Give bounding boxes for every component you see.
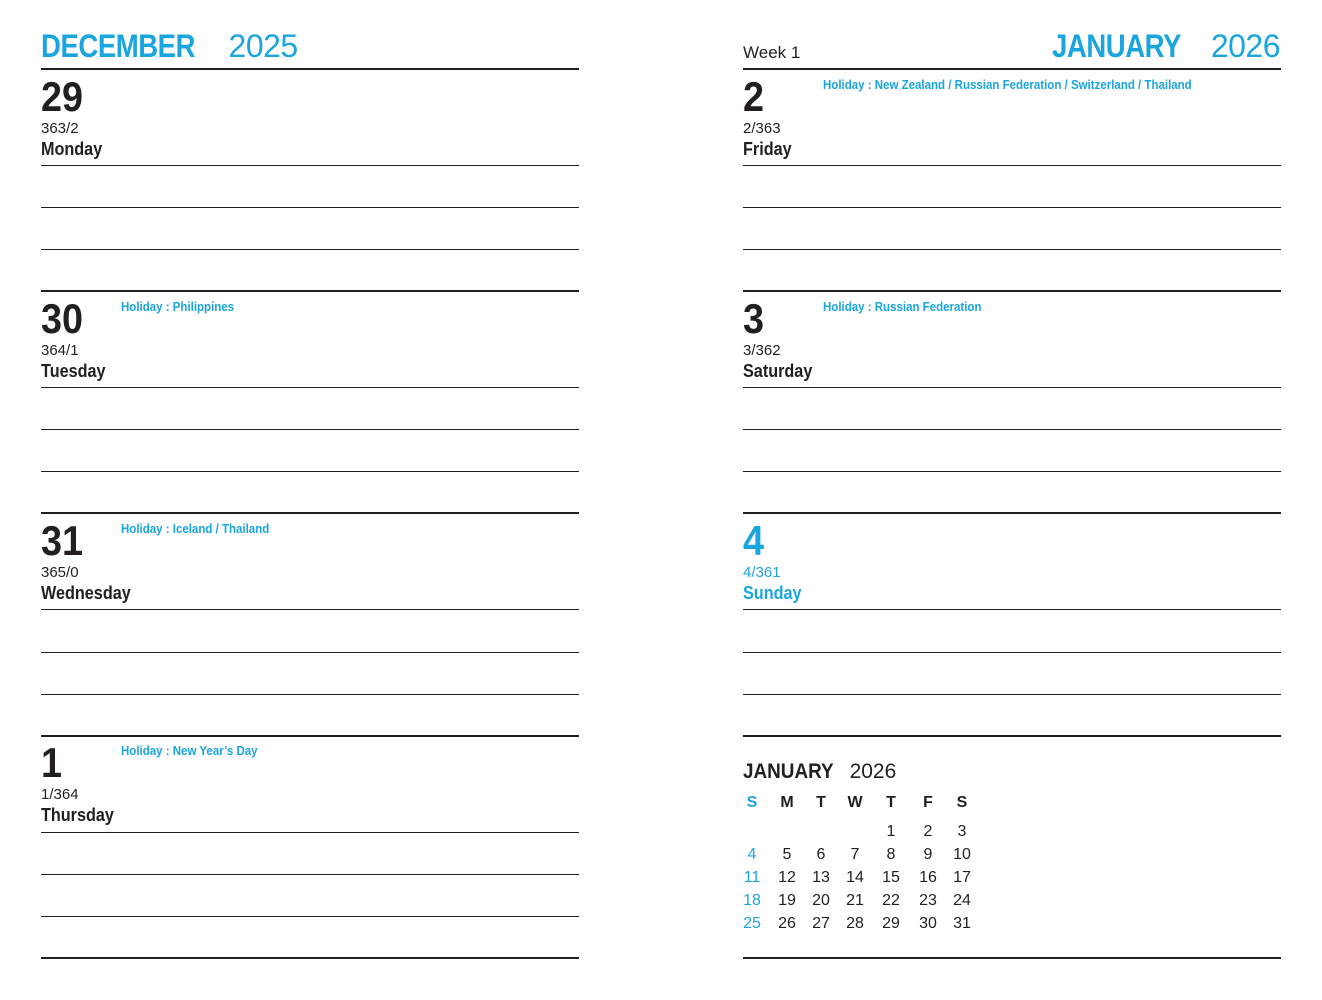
left-month-year: 2025: [228, 28, 298, 64]
mini-calendar-weekday-header: M: [780, 794, 794, 811]
day-block-jan-1: [41, 736, 579, 958]
day-of-year: 2/363: [743, 120, 781, 137]
weekday-name: Thursday: [41, 805, 114, 825]
mini-calendar-date: 3: [957, 823, 967, 840]
mini-calendar-weekday-header: T: [816, 794, 826, 811]
mini-calendar-date: 7: [850, 846, 860, 863]
mini-calendar-date: 19: [778, 892, 796, 909]
mini-calendar-weekday-header: S: [746, 794, 758, 811]
writing-line: [41, 387, 579, 388]
week-label: Week 1: [743, 43, 801, 62]
day-of-year: 364/1: [41, 342, 79, 359]
mini-calendar-date: 1: [886, 823, 896, 840]
writing-line: [743, 429, 1281, 430]
mini-calendar-date: 29: [882, 915, 900, 932]
writing-line: [41, 165, 579, 166]
divider: [743, 957, 1281, 959]
mini-calendar-date: 24: [953, 892, 971, 909]
day-block-jan-2: [743, 70, 1281, 292]
mini-calendar-date: 31: [953, 915, 971, 932]
holiday-note: Holiday : New Zealand / Russian Federation / Switzerland / Thailand: [823, 78, 1192, 92]
mini-calendar-date: 13: [812, 869, 830, 886]
day-of-year: 365/0: [41, 564, 79, 581]
divider: [41, 957, 579, 959]
writing-line: [41, 694, 579, 695]
writing-line: [41, 652, 579, 653]
writing-line: [743, 165, 1281, 166]
mini-calendar-date: 5: [782, 846, 792, 863]
day-block-dec-30: [41, 292, 579, 514]
right-month-year: 2026: [1210, 28, 1280, 64]
mini-calendar-date: 12: [778, 869, 796, 886]
left-month-name: DECEMBER: [41, 28, 196, 64]
left-month-title: [41, 26, 298, 66]
weekday-name: Tuesday: [41, 361, 106, 381]
writing-line: [743, 249, 1281, 250]
mini-calendar-weekday-header: W: [847, 794, 863, 811]
mini-calendar-date: 20: [812, 892, 830, 909]
mini-calendar-date: 23: [919, 892, 937, 909]
writing-line: [41, 429, 579, 430]
day-block-jan-4: [743, 514, 1281, 736]
mini-calendar-date: 21: [846, 892, 864, 909]
holiday-note: Holiday : New Year’s Day: [121, 744, 258, 758]
mini-calendar-weekday-header: F: [923, 794, 933, 811]
day-number: 2: [743, 73, 765, 120]
mini-calendar-date: 25: [743, 915, 761, 932]
weekday-name: Monday: [41, 139, 103, 159]
mini-calendar-year: 2026: [849, 760, 897, 783]
divider: [743, 290, 1281, 292]
writing-line: [743, 207, 1281, 208]
day-number: 31: [41, 517, 84, 564]
holiday-note: Holiday : Philippines: [121, 300, 235, 314]
mini-calendar-date: 6: [816, 846, 826, 863]
mini-calendar-date: 16: [919, 869, 937, 886]
day-number: 29: [41, 73, 84, 120]
mini-calendar-month: JANUARY: [743, 760, 834, 783]
mini-calendar-date: 11: [743, 869, 761, 886]
day-number: 3: [743, 295, 765, 342]
mini-calendar-date: 18: [743, 892, 761, 909]
right-month-title: [1052, 26, 1280, 66]
mini-calendar-date: 22: [882, 892, 900, 909]
divider: [41, 735, 579, 737]
writing-line: [41, 249, 579, 250]
divider: [41, 290, 579, 292]
writing-line: [743, 652, 1281, 653]
writing-line: [743, 471, 1281, 472]
mini-calendar-weekday-header: T: [886, 794, 896, 811]
right-month-name: JANUARY: [1052, 28, 1182, 64]
mini-calendar-title: [743, 758, 1281, 786]
writing-line: [41, 207, 579, 208]
writing-line: [41, 609, 579, 610]
divider: [41, 68, 579, 70]
day-of-year: 1/364: [41, 786, 79, 803]
writing-line: [743, 609, 1281, 610]
day-number: 1: [41, 739, 63, 786]
divider: [41, 512, 579, 514]
mini-calendar-date: 27: [812, 915, 830, 932]
writing-line: [41, 471, 579, 472]
weekday-name: Wednesday: [41, 583, 131, 603]
divider: [743, 68, 1281, 70]
writing-line: [41, 874, 579, 875]
writing-line: [743, 387, 1281, 388]
mini-calendar-date: 14: [846, 869, 864, 886]
mini-calendar-weekday-header: S: [956, 794, 968, 811]
mini-calendar-date: 9: [923, 846, 933, 863]
day-of-year: 3/362: [743, 342, 781, 359]
mini-calendar-date: 10: [953, 846, 971, 863]
holiday-note: Holiday : Russian Federation: [823, 300, 982, 314]
mini-calendar-date: 4: [747, 846, 757, 863]
day-of-year: 4/361: [743, 564, 781, 581]
holiday-note: Holiday : Iceland / Thailand: [121, 522, 270, 536]
mini-calendar: [743, 758, 1281, 932]
mini-calendar-date: 26: [778, 915, 796, 932]
weekday-name: Friday: [743, 139, 792, 159]
day-block-dec-29: [41, 70, 579, 292]
mini-calendar-date: 15: [882, 869, 900, 886]
weekday-name: Sunday: [743, 583, 802, 603]
mini-calendar-date: 30: [919, 915, 937, 932]
mini-calendar-date: 2: [923, 823, 933, 840]
day-number: 4: [743, 517, 765, 564]
mini-calendar-date: 17: [953, 869, 971, 886]
divider: [743, 735, 1281, 737]
writing-line: [41, 832, 579, 833]
day-of-year: 363/2: [41, 120, 79, 137]
day-block-jan-3: [743, 292, 1281, 514]
writing-line: [743, 694, 1281, 695]
day-block-dec-31: [41, 514, 579, 736]
mini-calendar-date: 8: [886, 846, 896, 863]
weekday-name: Saturday: [743, 361, 813, 381]
day-number: 30: [41, 295, 84, 342]
writing-line: [41, 916, 579, 917]
divider: [743, 512, 1281, 514]
mini-calendar-date: 28: [846, 915, 864, 932]
